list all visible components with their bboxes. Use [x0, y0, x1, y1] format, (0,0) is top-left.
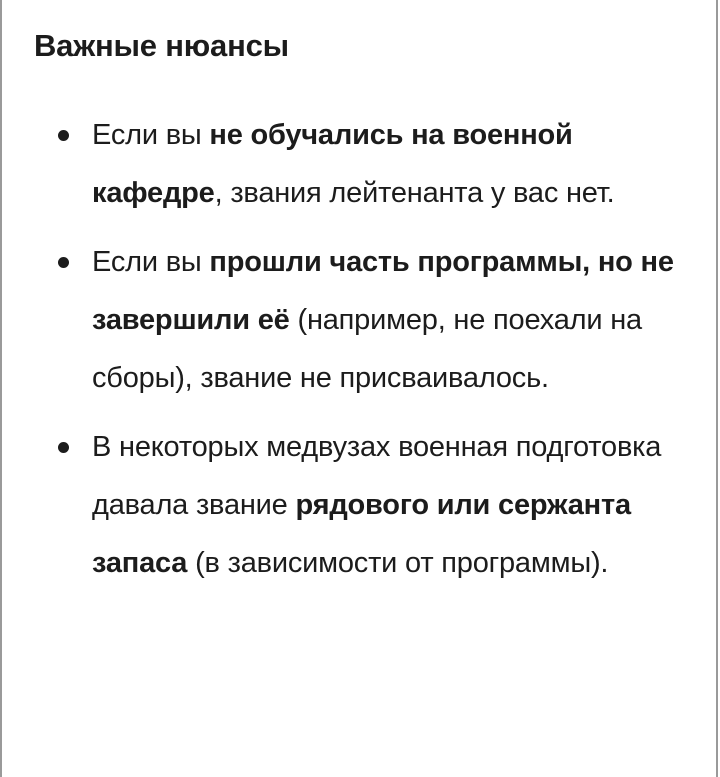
- bullet-icon: [58, 442, 69, 453]
- item-text-bold: рядового или сержанта запаса: [92, 489, 631, 579]
- item-text-regular: (в зависимости от программы).: [187, 547, 609, 579]
- item-text-regular: В некоторых медвузах военная подготовка давала звание: [92, 431, 662, 521]
- item-text-bold: прошли часть программы, но не завершили её: [92, 246, 674, 336]
- section-title: Важные нюансы: [34, 28, 289, 63]
- bullet-icon: [58, 257, 69, 268]
- bullet-icon: [58, 130, 69, 141]
- item-text-regular: (например, не поехали на сборы), звание не присваивалось.: [92, 304, 642, 394]
- item-text-regular: Если вы: [92, 119, 210, 151]
- list-item: [2, 233, 720, 407]
- item-text-bold: не обучались на военной кафедре: [92, 119, 573, 209]
- item-text-regular: , звания лейтенанта у вас нет.: [214, 177, 615, 209]
- list-item: [2, 418, 720, 592]
- list-item: [2, 106, 720, 222]
- nuances-list: [2, 106, 720, 603]
- item-text-regular: Если вы: [92, 246, 210, 278]
